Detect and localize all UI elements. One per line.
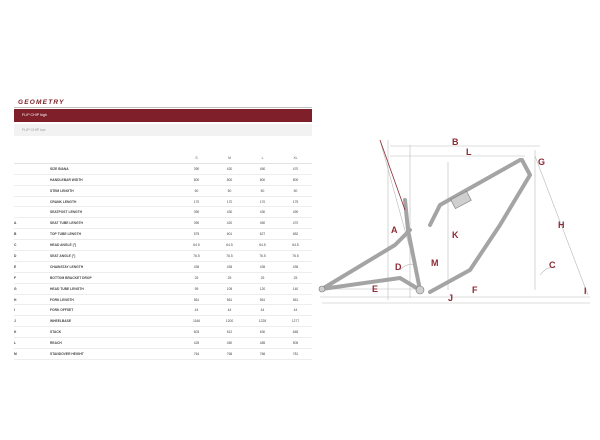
row-value: 76.5 (279, 251, 312, 262)
row-value: 450 (246, 218, 279, 229)
row-label: SEAT ANGLE (°) (50, 251, 180, 262)
table-row (14, 272, 312, 283)
row-label: SIZE BIANA (50, 163, 180, 174)
title-divider (14, 107, 312, 108)
row-value: 561 (279, 294, 312, 305)
table-row (14, 327, 312, 338)
diagram-label-k: K (452, 230, 459, 240)
row-value: 44 (246, 305, 279, 316)
row-value: 390 (180, 218, 213, 229)
row-value: 25 (180, 272, 213, 283)
row-value: 76.5 (213, 251, 246, 262)
row-code: D (14, 251, 50, 262)
row-value: 627 (246, 229, 279, 240)
row-label: HANDLEBAR WIDTH (50, 174, 180, 185)
table-row (14, 261, 312, 272)
table-row (14, 207, 312, 218)
row-value: 450 (246, 163, 279, 174)
row-value: 170 (180, 196, 213, 207)
tab-flip-chip-low[interactable]: FLIP CHIP low (14, 124, 312, 136)
row-value: 44 (213, 305, 246, 316)
bottom-bracket (416, 286, 424, 294)
row-value: 390 (180, 163, 213, 174)
row-value: 485 (246, 338, 279, 349)
row-label: STACK (50, 327, 180, 338)
row-value: 800 (213, 174, 246, 185)
table-row (14, 196, 312, 207)
row-value: 44 (180, 305, 213, 316)
tab-flip-chip-high[interactable]: FLIP CHIP high (14, 109, 312, 122)
header-code (14, 153, 50, 163)
row-code: K (14, 327, 50, 338)
diagram-label-a: A (391, 225, 398, 235)
row-label: STEM LENGTH (50, 185, 180, 196)
seatpost-accent-line (380, 140, 405, 210)
bike-geometry-diagram (312, 128, 600, 310)
row-value: 766 (213, 349, 246, 360)
row-value: 390 (180, 207, 213, 218)
row-label: CRANK LENGTH (50, 196, 180, 207)
row-label: BOTTOM BRACKET DROP (50, 272, 180, 283)
row-value: 170 (213, 196, 246, 207)
diagram-label-h: H (558, 220, 565, 230)
row-value: 95 (180, 283, 213, 294)
row-code (14, 196, 50, 207)
seat-angle-arc (400, 264, 415, 270)
row-value: 76.5 (180, 251, 213, 262)
row-value: 612 (213, 327, 246, 338)
row-code: F (14, 272, 50, 283)
diagram-label-m: M (431, 258, 439, 268)
row-code: M (14, 349, 50, 360)
diagram-label-j: J (448, 293, 454, 303)
table-row (14, 316, 312, 327)
table-row (14, 251, 312, 262)
row-value: 420 (213, 218, 246, 229)
table-row (14, 294, 312, 305)
diagram-label-e: E (372, 284, 379, 294)
table-row (14, 218, 312, 229)
table-row (14, 305, 312, 316)
row-value: 1228 (246, 316, 279, 327)
row-value: 505 (279, 338, 312, 349)
row-value: 630 (246, 327, 279, 338)
geometry-title: GEOMETRY (18, 99, 65, 106)
row-value: 800 (246, 174, 279, 185)
row-value: 561 (180, 294, 213, 305)
row-value: 425 (180, 338, 213, 349)
row-code: J (14, 316, 50, 327)
row-value: 420 (213, 163, 246, 174)
diagram-label-c: C (549, 260, 556, 270)
row-code (14, 207, 50, 218)
table-row (14, 240, 312, 251)
row-label: HEAD TUBE LENGTH (50, 283, 180, 294)
row-code: E (14, 261, 50, 272)
row-value: 50 (213, 185, 246, 196)
diagram-label-f: F (472, 285, 478, 295)
table-header-row (14, 153, 312, 163)
row-value: 561 (246, 294, 279, 305)
row-value: 1166 (180, 316, 213, 327)
row-value: 1200 (213, 316, 246, 327)
table-row (14, 174, 312, 185)
row-label: FORK OFFSET (50, 305, 180, 316)
row-code: B (14, 229, 50, 240)
row-value: 470 (279, 218, 312, 229)
diagram-label-g: G (538, 157, 546, 167)
row-value: 575 (180, 229, 213, 240)
row-code: G (14, 283, 50, 294)
row-value: 435 (246, 261, 279, 272)
frame-seat-tube (405, 200, 420, 290)
row-value: 170 (246, 196, 279, 207)
row-value: 800 (279, 174, 312, 185)
row-value: 652 (279, 229, 312, 240)
header-size-xl: XL (279, 153, 312, 163)
row-value: 105 (213, 283, 246, 294)
row-value: 648 (279, 327, 312, 338)
row-label: SEATPOST LENGTH (50, 207, 180, 218)
row-code (14, 163, 50, 174)
row-value: 64.5 (279, 240, 312, 251)
row-label: TOP TUBE LENGTH (50, 229, 180, 240)
row-value: 25 (279, 272, 312, 283)
row-code: L (14, 338, 50, 349)
frame-down-tube (430, 160, 530, 292)
row-value: 470 (279, 163, 312, 174)
row-label: CHAINSTAY LENGTH (50, 261, 180, 272)
header-size-s: S (180, 153, 213, 163)
row-value: 76.5 (246, 251, 279, 262)
row-value: 430 (246, 207, 279, 218)
row-label: REACH (50, 338, 180, 349)
row-code: C (14, 240, 50, 251)
geometry-table (14, 153, 312, 360)
row-value: 435 (213, 261, 246, 272)
row-code (14, 185, 50, 196)
row-value: 435 (180, 261, 213, 272)
row-value: 490 (279, 207, 312, 218)
row-code (14, 174, 50, 185)
header-label (50, 153, 180, 163)
row-value: 25 (213, 272, 246, 283)
row-value: 50 (180, 185, 213, 196)
diagram-label-i: I (584, 286, 587, 296)
row-label: HEAD ANGLE (°) (50, 240, 180, 251)
row-value: 64.5 (213, 240, 246, 251)
row-code: A (14, 218, 50, 229)
row-code: H (14, 294, 50, 305)
diagram-label-b: B (452, 137, 459, 147)
row-value: 800 (180, 174, 213, 185)
row-value: 781 (279, 349, 312, 360)
row-value: 25 (246, 272, 279, 283)
header-size-m: M (213, 153, 246, 163)
row-value: 601 (213, 229, 246, 240)
row-value: 450 (213, 338, 246, 349)
table-row (14, 349, 312, 360)
row-code: I (14, 305, 50, 316)
row-value: 766 (246, 349, 279, 360)
header-size-l: L (246, 153, 279, 163)
row-value: 1277 (279, 316, 312, 327)
row-value: 64.5 (180, 240, 213, 251)
table-row (14, 185, 312, 196)
diagram-label-l: L (466, 147, 472, 157)
diagram-label-d: D (395, 262, 402, 272)
row-value: 50 (279, 185, 312, 196)
row-label: SEAT TUBE LENGTH (50, 218, 180, 229)
row-value: 175 (279, 196, 312, 207)
table-row (14, 229, 312, 240)
row-value: 430 (213, 207, 246, 218)
row-label: STANDOVER HEIGHT (50, 349, 180, 360)
row-label: FORK LENGTH (50, 294, 180, 305)
row-value: 561 (213, 294, 246, 305)
row-label: WHEELBASE (50, 316, 180, 327)
row-value: 603 (180, 327, 213, 338)
table-row (14, 283, 312, 294)
row-value: 764 (180, 349, 213, 360)
row-value: 120 (246, 283, 279, 294)
rear-axle (319, 286, 325, 292)
row-value: 64.5 (246, 240, 279, 251)
row-value: 435 (279, 261, 312, 272)
row-value: 44 (279, 305, 312, 316)
table-row (14, 163, 312, 174)
table-row (14, 338, 312, 349)
row-value: 50 (246, 185, 279, 196)
row-value: 140 (279, 283, 312, 294)
